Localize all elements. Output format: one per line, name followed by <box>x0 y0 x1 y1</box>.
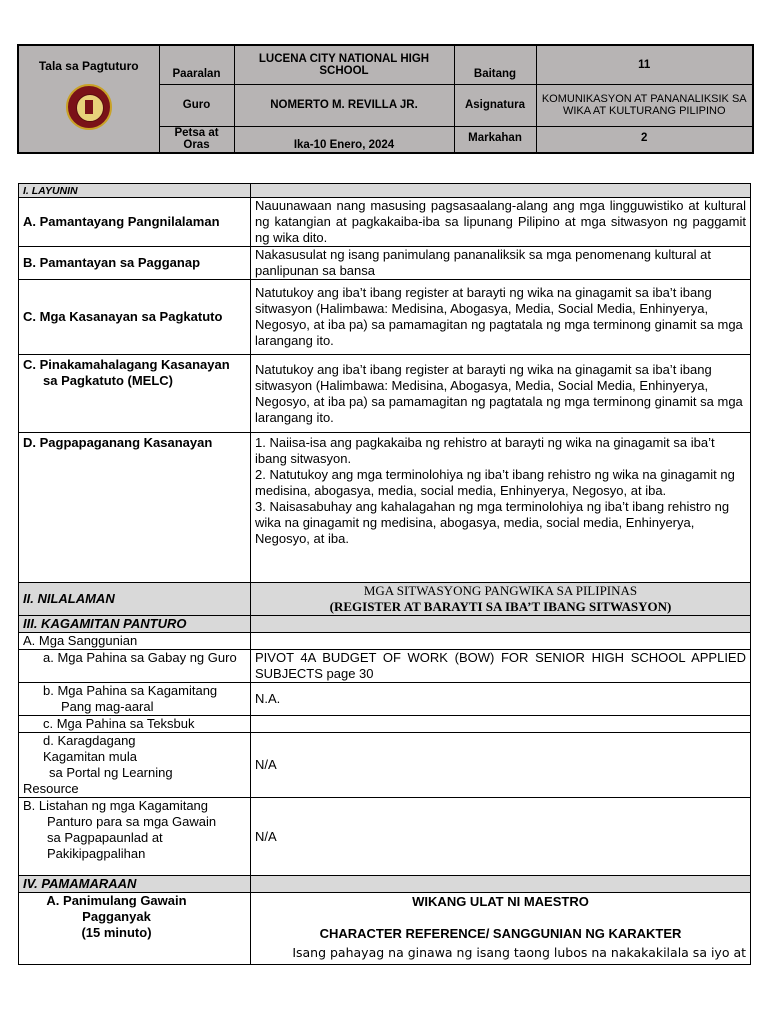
subject-name: KOMUNIKASYON AT PANANALIKSIK SA WIKA AT KULTURANG PILIPINO <box>536 84 753 126</box>
kagamitang-label-line1: b. Mga Pahina sa Kagamitang <box>43 683 218 698</box>
kasanayan-sa-pagkatuto-text: Natutukoy ang iba’t ibang register at barayti ng wika na ginagamit sa iba’t ibang sitwasyon (Halimbawa: Medisina, Abogasya, Media, Social Media, Enhinyerya, Negosyo, at iba pa) sa pamamagitan ng pagtatala ng mga terminong ginamit sa mga larangang ito. <box>251 280 751 355</box>
listahan-label-line2: Panturo para sa mga Gawain sa Pagpapaunlad at Pakikipagpalihan <box>47 814 217 861</box>
karagdagang-label-line1: d. Karagdagang Kagamitan mula <box>43 733 137 764</box>
list-item: 2. Natutukoy ang mga terminolohiya ng iba’t ibang rehistro ng wika na ginagamit ng medisina, abogasya, media, social media, Enhinyerya, Negosyo, at iba. <box>255 467 735 498</box>
panimula-title: WIKANG ULAT NI MAESTRO <box>412 894 589 909</box>
lesson-plan-table <box>18 183 751 965</box>
pamantayang-pangnilalaman-label: A. Pamantayang Pangnilalaman <box>19 198 251 247</box>
sanggunian-blank <box>251 633 751 650</box>
teksbuk-label <box>19 716 251 733</box>
list-item: 3. Naisasabuhay ang kahalagahan ng mga terminolohiya ng iba’t ibang rehistro ng wika na ginagamit ng medisina, abogasya, media, social media, Enhinyerya, Negosyo, at iba. <box>255 499 730 546</box>
header-table <box>17 44 754 154</box>
pamamaraan-heading: IV. PAMAMARAAN <box>19 876 251 893</box>
nilalaman-topic-line2: (REGISTER AT BARAYTI SA IBA’T IBANG SITWASYON) <box>329 599 672 614</box>
nilalaman-topic-line1: MGA SITWASYONG PANGWIKA SA PILIPINAS <box>363 583 638 598</box>
layunin-blank <box>251 184 751 198</box>
nilalaman-topic <box>251 583 751 616</box>
panimula-label-line3: (15 minuto) <box>81 925 152 940</box>
kagamitan-blank <box>251 616 751 633</box>
sanggunian-label: A. Mga Sanggunian <box>19 633 251 650</box>
melc-text: Natutukoy ang iba’t ibang register at barayti ng wika na ginagamit sa iba’t ibang sitwasyon (Halimbawa: Medisina, Abogasya, Media, Social Media, Enhinyerya, Negosyo, at iba pa) sa pamamagitan ng pagtatala ng mga terminong ginamit sa mga larangang ito. <box>251 355 751 433</box>
baitang-value: 11 <box>536 45 753 84</box>
guro-label: Guro <box>159 84 234 126</box>
listahan-label-line1: B. Listahan ng mga Kagamitang <box>23 798 209 813</box>
panimula-label <box>19 893 251 965</box>
baitang-label: Baitang <box>454 45 536 84</box>
layunin-heading: I. LAYUNIN <box>19 184 251 198</box>
school-seal-icon <box>66 84 112 130</box>
petsa-label: Petsa at Oras <box>159 126 234 153</box>
listahan-text: N/A <box>251 798 751 876</box>
karagdagang-label <box>19 733 251 798</box>
markahan-value: 2 <box>536 126 753 153</box>
teksbuk-blank <box>251 716 751 733</box>
gabay-label <box>19 650 251 683</box>
pamamaraan-blank <box>251 876 751 893</box>
karagdagang-label-line2: sa Portal ng Learning Resource <box>23 765 173 796</box>
date-value: Ika-10 Enero, 2024 <box>234 126 454 153</box>
teacher-name: NOMERTO M. REVILLA JR. <box>234 84 454 126</box>
kagamitan-heading: III. KAGAMITAN PANTURO <box>19 616 251 633</box>
pamantayan-sa-pagganap-text: Nakasusulat ng isang panimulang pananaliksik sa mga penomenang kultural at panlipunan sa bansa <box>251 247 751 280</box>
karagdagang-text: N/A <box>251 733 751 798</box>
gabay-text: PIVOT 4A BUDGET OF WORK (BOW) FOR SENIOR HIGH SCHOOL APPLIED SUBJECTS page 30 <box>251 650 751 683</box>
header-title-cell <box>18 45 159 153</box>
panimula-text: Isang pahayag na ginawa ng isang taong lubos na nakakakilala sa iyo at <box>292 945 746 960</box>
pamantayan-sa-pagganap-label: B. Pamantayan sa Pagganap <box>19 247 251 280</box>
pagpapaganang-kasanayan-list <box>251 433 751 583</box>
pamantayang-pangnilalaman-text: Nauunawaan nang masusing pagsasaalang-alang ang mga lingguwistiko at kultural ng katangian at pagkakaiba-iba sa lipunang Pilipino at mga sitwasyon ng paggamit ng wika dito. <box>251 198 751 247</box>
panimula-label-line1: A. Panimulang Gawain <box>46 893 187 908</box>
panimula-content <box>251 893 751 965</box>
gabay-label-text: a. Mga Pahina sa Gabay ng Guro <box>43 650 237 665</box>
kasanayan-sa-pagkatuto-label: C. Mga Kasanayan sa Pagkatuto <box>19 280 251 355</box>
markahan-label: Markahan <box>454 126 536 153</box>
kagamitang-text: N.A. <box>251 683 751 716</box>
list-item: 1. Naiisa-isa ang pagkakaiba ng rehistro at barayti ng wika na ginagamit sa iba’t ibang sitwasyon. <box>255 435 715 466</box>
pagpapaganang-kasanayan-label: D. Pagpapaganang Kasanayan <box>19 433 251 583</box>
asignatura-label: Asignatura <box>454 84 536 126</box>
header-title: Tala sa Pagtuturo <box>38 59 139 73</box>
panimula-subtitle: CHARACTER REFERENCE/ SANGGUNIAN NG KARAKTER <box>319 926 682 941</box>
teksbuk-label-text: c. Mga Pahina sa Teksbuk <box>43 716 195 731</box>
kagamitang-label <box>19 683 251 716</box>
nilalaman-heading: II. NILALAMAN <box>19 583 251 616</box>
melc-label-line1: C. Pinakamahalagang Kasanayan <box>23 357 230 372</box>
school-name: LUCENA CITY NATIONAL HIGH SCHOOL <box>234 45 454 84</box>
paaralan-label: Paaralan <box>159 45 234 84</box>
melc-label-line2: sa Pagkatuto (MELC) <box>43 373 174 388</box>
kagamitang-label-line2: Pang mag-aaral <box>61 699 154 714</box>
panimula-label-line2: Pagganyak <box>82 909 151 924</box>
listahan-label <box>19 798 251 876</box>
melc-label <box>19 355 251 433</box>
